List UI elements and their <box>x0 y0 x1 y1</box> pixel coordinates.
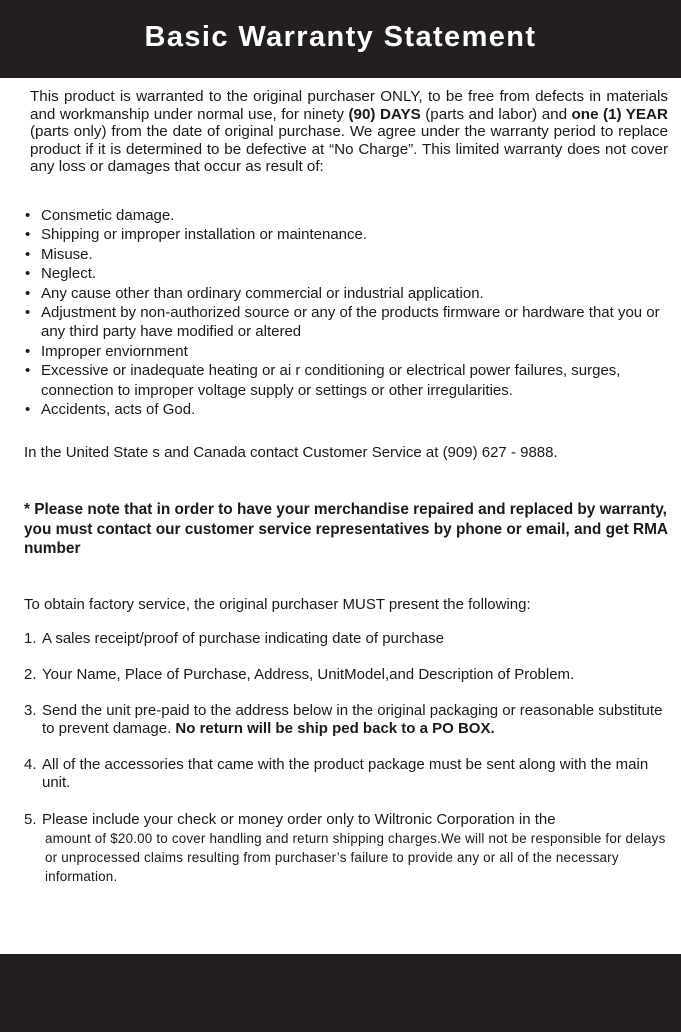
step-text: Your Name, Place of Purchase, Address, UnitModel,and Description of Problem. <box>42 666 575 683</box>
step-text: A sales receipt/proof of purchase indicating date of purchase <box>42 630 444 647</box>
step-number: 3. <box>24 702 37 719</box>
step-number: 1. <box>24 630 37 647</box>
list-item: • Excessive or inadequate heating or ai r conditioning or electrical power failures, surges, connection to improper voltage supply or settings or other irregularities. <box>24 361 672 400</box>
list-item: • Accidents, acts of God. <box>24 400 672 419</box>
list-item: • Consmetic damage. <box>24 206 672 225</box>
intro-text-2: (parts and labor) and <box>420 105 572 123</box>
list-item: • Shipping or improper installation or maintenance. <box>24 225 672 244</box>
exclusions-list <box>24 206 672 419</box>
contact-line: In the United State s and Canada contact Customer Service at (909) 627 - 9888. <box>24 444 558 461</box>
intro-text-1: This product is warranted to the original purchaser ONLY, to be free from defects in materials and workmanship under normal use, for ninety <box>30 88 668 123</box>
list-item <box>24 702 672 738</box>
step-number: 2. <box>24 666 37 683</box>
list-item: • Adjustment by non-authorized source or any of the products firmware or hardware that you or any third party have modified or altered <box>24 303 672 342</box>
step-text-detail: amount of $20.00 to cover handling and return shipping charges.We will not be responsible for delays or unprocessed claims resulting from purchaser’s failure to provide any or all of the necessary information. <box>45 831 666 884</box>
year-emphasis: one (1) YEAR <box>571 105 668 123</box>
step-text: Send the unit pre-paid to the address below in the original packaging or reasonable substitute to prevent damage. <box>42 702 663 737</box>
requirements-list <box>24 630 672 904</box>
list-item <box>24 666 672 684</box>
list-item: • Neglect. <box>24 264 672 283</box>
list-item: • Improper enviornment <box>24 342 672 361</box>
list-item: • Any cause other than ordinary commercial or industrial application. <box>24 284 672 303</box>
list-item <box>24 756 672 792</box>
intro-text-3: (parts only) from the date of original purchase. We agree under the warranty period to replace product if it is determined to be defective at “No Charge”. This limited warranty does not cover any loss or damages that occur as result of: <box>30 123 668 176</box>
footer-bar <box>0 954 681 1032</box>
rma-note: * Please note that in order to have your merchandise repaired and replaced by warranty, you must contact our customer service representatives by phone or email, and get RMA number <box>24 501 668 558</box>
po-box-warning: No return will be ship ped back to a PO BOX. <box>175 720 495 737</box>
step-number: 5. <box>24 811 37 828</box>
list-item: • Misuse. <box>24 245 672 264</box>
header-bar <box>0 0 681 78</box>
intro-paragraph <box>30 88 668 176</box>
list-item <box>24 810 672 886</box>
step-text: All of the accessories that came with the product package must be sent along with the main unit. <box>42 756 649 791</box>
days-emphasis: (90) DAYS <box>348 105 421 123</box>
page-title: Basic Warranty Statement <box>144 20 537 53</box>
service-requirements-intro: To obtain factory service, the original purchaser MUST present the following: <box>24 596 531 613</box>
step-number: 4. <box>24 756 37 773</box>
list-item <box>24 630 672 648</box>
step-text: Please include your check or money order only to Wiltronic Corporation in the <box>42 811 556 828</box>
